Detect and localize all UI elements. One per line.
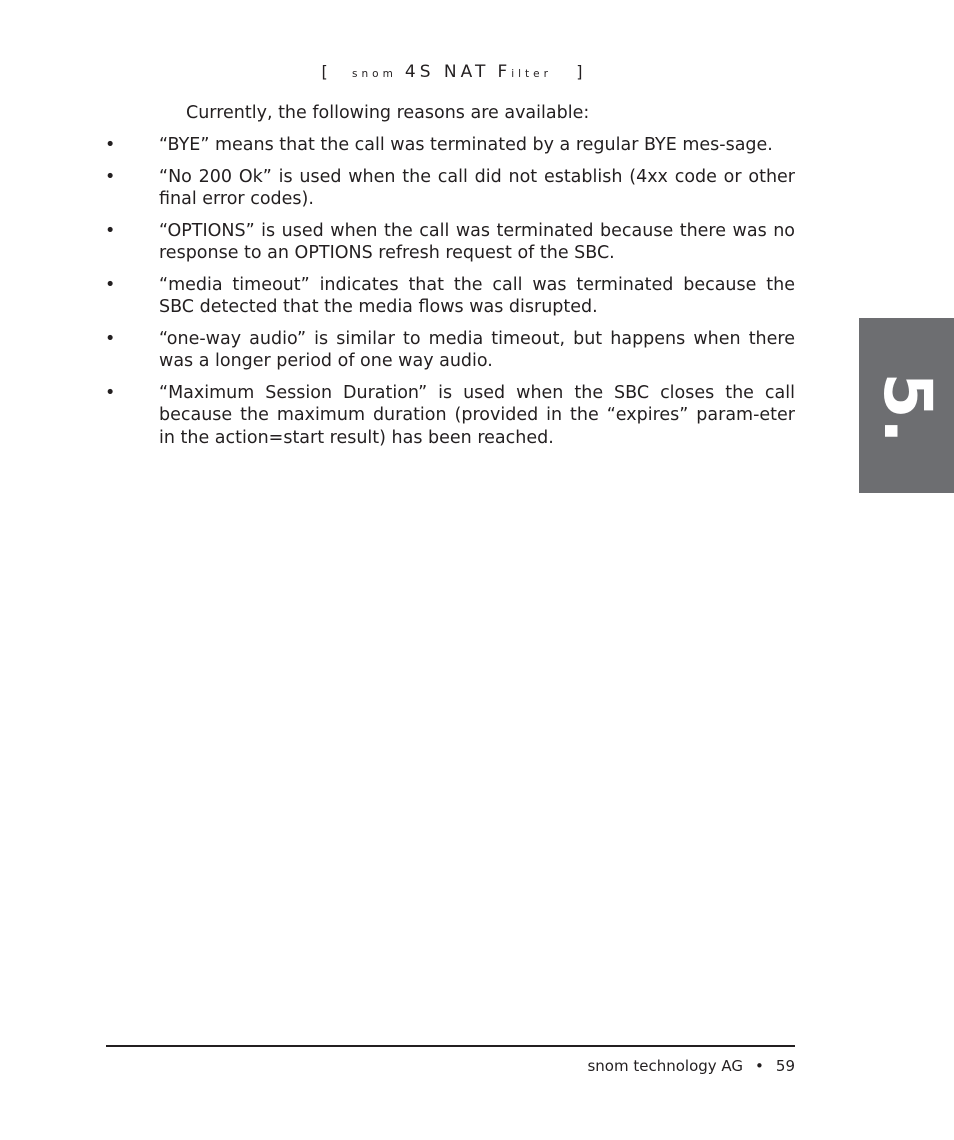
header-filter-initial: F — [497, 62, 512, 82]
bullet-icon: • — [105, 274, 116, 295]
chapter-number: 5. — [869, 372, 946, 444]
header-snom: snom — [352, 68, 397, 80]
list-item — [0, 382, 954, 450]
reason-text: “No 200 Ok” is used when the call did not establish (4xx code or other final error codes). — [159, 166, 795, 209]
bullet-icon: • — [105, 328, 116, 349]
reasons-list — [0, 134, 954, 458]
list-item — [0, 166, 954, 211]
reason-text: “OPTIONS” is used when the call was terminated because there was no response to an OPTIONS refresh request of the SBC. — [159, 220, 795, 263]
running-header — [0, 62, 904, 82]
bullet-icon: • — [105, 220, 116, 241]
chapter-tab — [859, 318, 954, 493]
header-filter-rest: ilter — [511, 68, 552, 80]
bullet-icon: • — [105, 166, 116, 187]
header-bracket-close: ] — [576, 62, 583, 81]
page-footer — [106, 1056, 795, 1076]
page-number: 59 — [775, 1057, 795, 1075]
list-item — [0, 274, 954, 319]
reason-text: “Maximum Session Duration” is used when the SBC closes the call because the maximum duration (provided in the “expires” param-eter in the action=start result) has been reached. — [159, 382, 795, 448]
list-item — [0, 328, 954, 373]
list-item — [0, 220, 954, 265]
footer-divider — [106, 1045, 795, 1047]
header-product: 4S NAT — [404, 62, 490, 82]
bullet-icon: • — [105, 382, 116, 403]
bullet-icon: • — [105, 135, 116, 155]
list-item — [0, 134, 954, 157]
footer-company: snom technology AG — [587, 1057, 744, 1075]
reason-text: “BYE” means that the call was terminated by a regular BYE mes-sage. — [159, 135, 773, 155]
header-bracket-open: [ — [321, 62, 328, 81]
reason-text: “media timeout” indicates that the call was terminated because the SBC detected that the media flows was disrupted. — [159, 274, 795, 317]
intro-paragraph: Currently, the following reasons are available: — [186, 103, 590, 123]
footer-separator: • — [755, 1057, 764, 1075]
reason-text: “one-way audio” is similar to media timeout, but happens when there was a longer period of one way audio. — [159, 328, 795, 371]
